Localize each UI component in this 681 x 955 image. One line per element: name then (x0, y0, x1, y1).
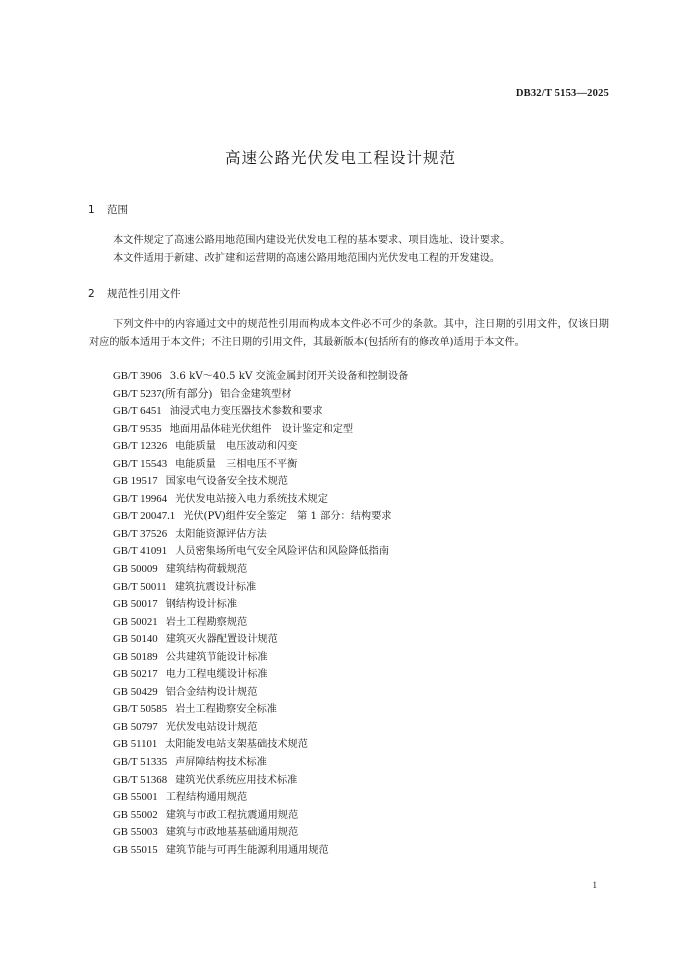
reference-title: 声屏障结构技术标准 (175, 757, 267, 769)
reference-code: GB 55002 (113, 808, 158, 821)
reference-code: GB/T 19964 (113, 492, 168, 505)
reference-item (113, 526, 408, 544)
reference-code: GB 50217 (113, 668, 158, 681)
reference-code: GB 50017 (113, 598, 158, 611)
reference-item (113, 719, 408, 737)
reference-item (113, 508, 408, 526)
reference-code: GB 55015 (113, 843, 158, 856)
reference-item (113, 491, 408, 509)
section-number: 2 (88, 288, 95, 300)
reference-title: 建筑抗震设计标准 (174, 581, 257, 593)
reference-title: 建筑与市政地基基础通用规范 (165, 827, 299, 839)
section-2-heading (88, 286, 181, 301)
reference-item (113, 421, 408, 439)
reference-title: 油浸式电力变压器技术参数和要求 (169, 406, 323, 418)
reference-item (113, 473, 408, 491)
reference-code: GB/T 20047.1 (113, 510, 176, 523)
reference-item (113, 403, 408, 421)
reference-title: 电能质量 电压波动和闪变 (175, 441, 298, 453)
reference-code: GB 50140 (113, 633, 158, 646)
reference-item (113, 438, 408, 456)
reference-code: GB/T 5237(所有部分) (113, 387, 213, 400)
reference-code: GB/T 15543 (113, 457, 168, 470)
reference-title: 建筑与市政工程抗震通用规范 (165, 809, 299, 821)
reference-code: GB 55001 (113, 791, 158, 804)
reference-code: GB/T 51368 (113, 773, 168, 786)
reference-code: GB/T 9535 (113, 422, 162, 435)
section-title: 范围 (107, 204, 128, 216)
section-1-heading (88, 202, 128, 217)
reference-title: 岩土工程勘察安全标准 (175, 704, 277, 716)
reference-title: 国家电气设备安全技术规范 (165, 476, 288, 488)
scope-paragraph-2: 本文件适用于新建、改扩建和运营期的高速公路用地范围内光伏发电工程的开发建设。 (113, 253, 501, 264)
reference-item (113, 684, 408, 702)
scope-paragraph-1: 本文件规定了高速公路用地范围内建设光伏发电工程的基本要求、项目选址、设计要求。 (113, 235, 511, 246)
reference-title: 铝合金建筑型材 (220, 388, 292, 400)
reference-title: 电能质量 三相电压不平衡 (175, 458, 298, 470)
reference-item (113, 579, 408, 597)
reference-item (113, 596, 408, 614)
reference-title: 建筑节能与可再生能源利用通用规范 (165, 844, 329, 856)
reference-title: 人员密集场所电气安全风险评估和风险降低指南 (175, 546, 390, 558)
reference-item (113, 842, 408, 860)
reference-code: GB 55003 (113, 826, 158, 839)
reference-title: 电力工程电缆设计标准 (165, 669, 268, 681)
reference-title: 太阳能资源评估方法 (175, 528, 267, 540)
reference-title: 工程结构通用规范 (165, 792, 248, 804)
reference-code: GB 50429 (113, 685, 158, 698)
normative-reference-list (113, 368, 408, 859)
reference-title: 光伏(PV)组件安全鉴定 第 1 部分：结构要求 (183, 511, 392, 523)
reference-code: GB/T 41091 (113, 545, 168, 558)
document-title: 高速公路光伏发电工程设计规范 (224, 149, 456, 167)
reference-item (113, 736, 408, 754)
reference-item (113, 456, 408, 474)
reference-title: 光伏发电站接入电力系统技术规定 (175, 493, 328, 505)
reference-code: GB/T 50011 (113, 580, 167, 593)
reference-item (113, 824, 408, 842)
reference-code: GB 51101 (113, 738, 158, 751)
reference-code: GB/T 51335 (113, 756, 168, 769)
reference-title: 建筑灭火器配置设计规范 (165, 634, 278, 646)
reference-code: GB/T 50585 (113, 703, 168, 716)
reference-item (113, 807, 408, 825)
reference-item (113, 631, 408, 649)
reference-code: GB/T 3906 (113, 370, 162, 382)
reference-item (113, 368, 408, 386)
reference-code: GB 19517 (113, 475, 158, 488)
reference-item (113, 561, 408, 579)
reference-item (113, 649, 408, 667)
reference-code: GB 50021 (113, 615, 158, 628)
reference-item (113, 772, 408, 790)
reference-code: GB/T 12326 (113, 440, 168, 453)
document-code: DB32/T 5153—2025 (515, 88, 609, 99)
reference-title: 公共建筑节能设计标准 (165, 651, 268, 663)
reference-code: GB 50797 (113, 720, 158, 733)
reference-item (113, 543, 408, 561)
reference-code: GB/T 37526 (113, 527, 168, 540)
reference-item (113, 754, 408, 772)
reference-item (113, 789, 408, 807)
reference-item (113, 614, 408, 632)
reference-title: 岩土工程勘察规范 (165, 616, 248, 628)
reference-title: 钢结构设计标准 (165, 599, 238, 611)
reference-title: 建筑光伏系统应用技术标准 (175, 774, 298, 786)
reference-item (113, 701, 408, 719)
section-title: 规范性引用文件 (107, 288, 181, 300)
reference-code: GB 50009 (113, 563, 158, 576)
page-number: 1 (592, 880, 597, 890)
reference-title: 3.6 kV～40.5 kV 交流金属封闭开关设备和控制设备 (169, 371, 409, 382)
reference-title: 太阳能发电站支架基础技术规范 (165, 739, 308, 751)
reference-title: 铝合金结构设计规范 (165, 686, 258, 698)
references-intro-paragraph: 下列文件中的内容通过文中的规范性引用而构成本文件必不可少的条款。其中，注日期的引用文件，仅该日期对应的版本适用于本文件；不注日期的引用文件，其最新版本(包括所有的修改单)适用于本文件。 (89, 319, 609, 348)
reference-item (113, 386, 408, 404)
reference-code: GB 50189 (113, 650, 158, 663)
section-number: 1 (88, 204, 95, 216)
reference-item (113, 666, 408, 684)
reference-title: 地面用晶体硅光伏组件 设计鉴定和定型 (169, 423, 354, 435)
reference-title: 建筑结构荷载规范 (165, 564, 248, 576)
reference-code: GB/T 6451 (113, 405, 162, 418)
reference-title: 光伏发电站设计规范 (165, 721, 258, 733)
